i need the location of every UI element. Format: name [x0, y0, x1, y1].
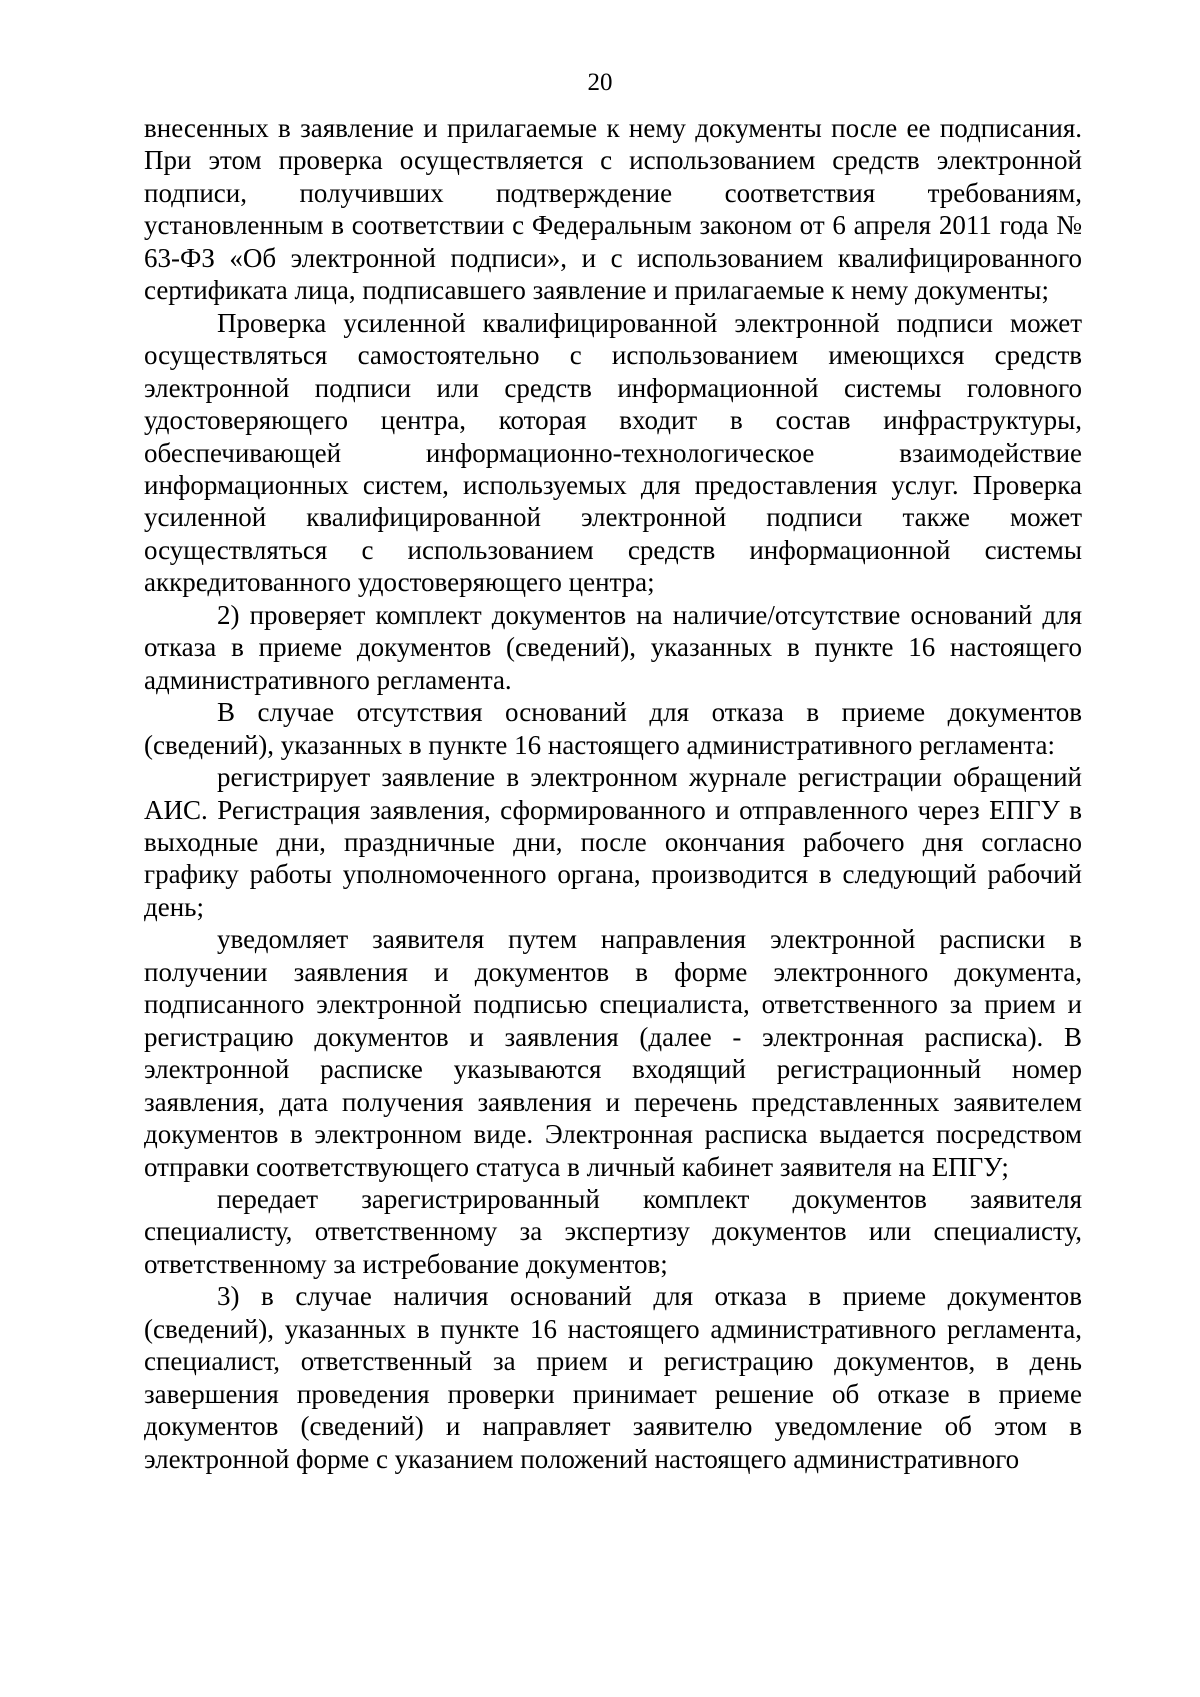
paragraph-item-3: 3) в случае наличия оснований для отказа в приеме документов (сведений), указанных в пункте 16 настоящего административного регламента, специалист, ответственный за прием и регистрацию документов, в день завершения проведения проверки принимает решение об отказе в приеме документов (сведений) и направляет заявителю уведомление об этом в электронной форме с указанием положений настоящего административного: [144, 1281, 1082, 1474]
paragraph-transfers: передает зарегистрированный комплект документов заявителя специалисту, ответственному за экспертизу документов или специалисту, ответственному за истребование документов;: [144, 1183, 1082, 1279]
paragraph-item-2: 2) проверяет комплект документов на наличие/отсутствие оснований для отказа в приеме документов (сведений), указанных в пункте 16 настоящего административного регламента.: [144, 599, 1082, 695]
paragraph-registers: регистрирует заявление в электронном журнале регистрации обращений АИС. Регистрация заявления, сформированного и отправленного через ЕПГУ в выходные дни, праздничные дни, после окончания рабочего дня согласно графику работы уполномоченного органа, производится в следующий рабочий день;: [144, 762, 1082, 922]
document-body: [144, 112, 1082, 1475]
page-number: 20: [587, 69, 613, 96]
paragraph-continuation: внесенных в заявление и прилагаемые к нему документы после ее подписания. При этом проверка осуществляется с использованием средств электронной подписи, получивших подтверждение соответствия требованиям, установленным в соответствии с Федеральным законом от 6 апреля 2011 года № 63-ФЗ «Об электронной подписи», и с использованием квалифицированного сертификата лица, подписавшего заявление и прилагаемые к нему документы;: [144, 113, 1082, 306]
paragraph-no-grounds: В случае отсутствия оснований для отказа в приеме документов (сведений), указанных в пункте 16 настоящего административного регламента:: [144, 697, 1082, 760]
paragraph-signature-verification: Проверка усиленной квалифицированной электронной подписи может осуществляться самостоятельно с использованием имеющихся средств электронной подписи или средств информационной системы головного удостоверяющего центра, которая входит в состав инфраструктуры, обеспечивающей информационно-технологическое взаимодействие информационных систем, используемых для предоставления услуг. Проверка усиленной квалифицированной электронной подписи также может осуществляться с использованием средств информационной системы аккредитованного удостоверяющего центра;: [144, 307, 1082, 598]
paragraph-notifies: уведомляет заявителя путем направления электронной расписки в получении заявления и документов в форме электронного документа, подписанного электронной подписью специалиста, ответственного за прием и регистрацию документов и заявления (далее - электронная расписка). В электронной расписке указываются входящий регистрационный номер заявления, дата получения заявления и перечень представленных заявителем документов в электронном виде. Электронная расписка выдается посредством отправки соответствующего статуса в личный кабинет заявителя на ЕПГУ;: [144, 924, 1082, 1182]
